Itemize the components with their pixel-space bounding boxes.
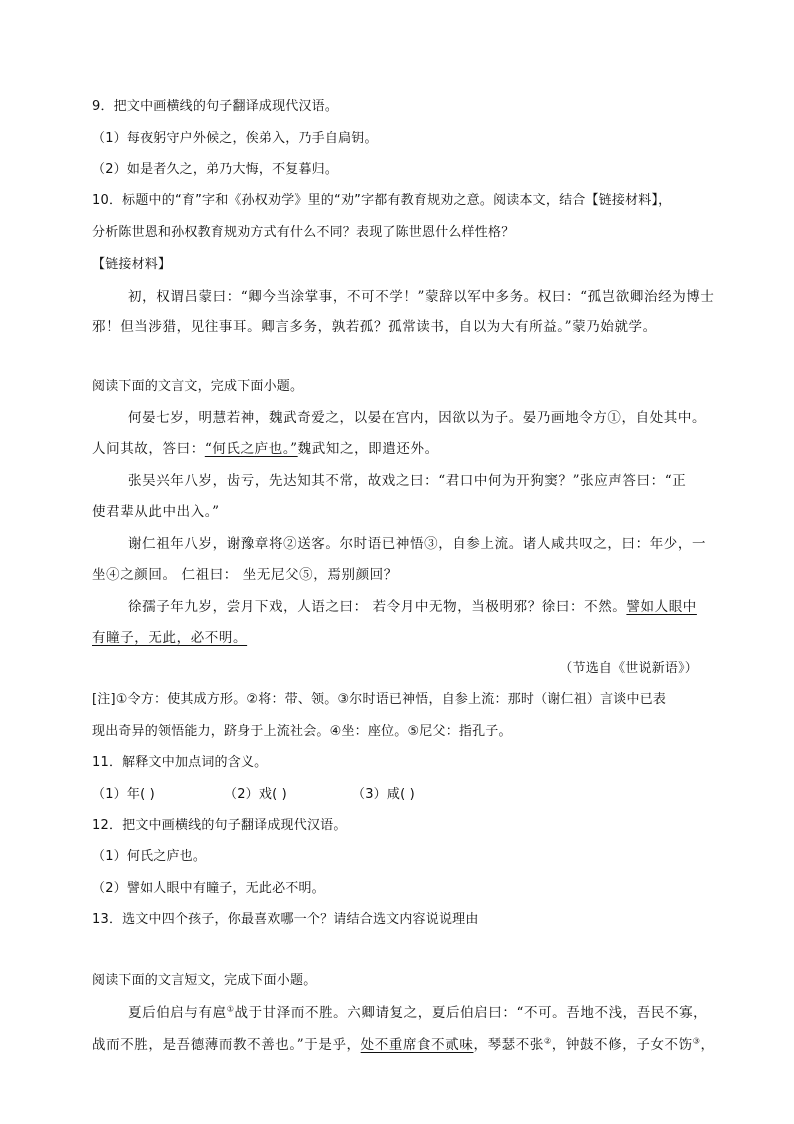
- passage3-line-2: [92, 1036, 715, 1054]
- passage2-intro: 阅读下面的文言文，完成下面小题。: [92, 379, 304, 394]
- q13-stem: 13．选文中四个孩子，你最喜欢哪一个？请结合选文内容说说理由: [92, 912, 479, 927]
- material-line-2: 邪！但当涉猎，见往事耳。卿言多务，孰若孤？孤常读书，自以为大有所益。”蒙乃始就学。: [92, 319, 657, 335]
- p3-line-2-part-b: ，琴瑟不张: [473, 1037, 544, 1053]
- q12-stem: 12．把文中画横线的句子翻译成现代汉语。: [92, 818, 347, 833]
- p1-line-2-prefix: 人问其故，答曰：: [92, 441, 205, 457]
- q11-item-2: （2）戏( ): [224, 787, 287, 802]
- passage2-p4-line-2: [92, 629, 247, 647]
- p3-line-2-part-c: ，钟鼓不修，子女不饬: [551, 1037, 693, 1053]
- q9-sentence-2: （2）如是者久之，弟乃大悔，不复暮归。: [92, 162, 339, 177]
- underlined-sentence-pi-ru-2: 有瞳子，无此，必不明。: [92, 630, 248, 646]
- footnote-marker-3: ③: [692, 1036, 701, 1046]
- passage2-p2-line-1: 张吴兴年八岁，齿亏，先达知其不常，故戏之曰：“君口中何为开狗窦？”张应声答曰：“正: [128, 473, 687, 489]
- underlined-sentence-pi-ru-1: 譬如人眼中: [626, 599, 697, 615]
- p4-line-1-prefix: 徐孺子年九岁，尝月下戏，人语之曰： 若令月中无物，当极明邪？徐曰：不然。: [128, 599, 627, 615]
- passage2-p4-line-1: [128, 598, 697, 616]
- passage3-intro: 阅读下面的文言短文，完成下面小题。: [92, 973, 317, 988]
- q10-stem-line-2: 分析陈世恩和孙权教育规劝方式有什么不同？表现了陈世恩什么样性格？: [92, 225, 515, 240]
- q12-sentence-1: （1）何氏之庐也。: [92, 849, 207, 864]
- q11-stem: 11．解释文中加点词的含义。: [92, 755, 268, 770]
- passage2-p3-line-2: 坐④之颜回。 仁祖曰： 坐无尼父⑤，焉别颜回？: [92, 567, 398, 583]
- material-label: 【链接材料】: [92, 257, 172, 272]
- q11-item-3: （3）咸( ): [352, 787, 415, 802]
- p3-line-1-part-a: 夏后伯启与有扈: [128, 1005, 227, 1021]
- footnote-marker-1: ①: [226, 1004, 235, 1014]
- q11-item-1: （1）年( ): [92, 787, 155, 802]
- passage2-p2-line-2: 使君辈从此中出入。”: [92, 504, 220, 520]
- q9-stem: 9．把文中画横线的句子翻译成现代汉语。: [92, 99, 339, 114]
- passage3-line-1: [128, 1004, 707, 1022]
- p3-line-2-part-d: ，: [700, 1037, 715, 1053]
- passage2-source: （节选自《世说新语》）: [559, 661, 698, 676]
- passage2-p1-line-2: [92, 440, 439, 458]
- p1-line-2-suffix: 魏武知之，即遣还外。: [297, 441, 439, 457]
- underlined-sentence-heshi: “何氏之庐也。”: [204, 441, 298, 457]
- material-line-1: 初，权谓吕蒙曰：“卿今当涂掌事，不可不学！”蒙辞以军中多务。权曰：“孤岂欲卿治经为博士: [128, 289, 715, 305]
- q12-sentence-2: （2）譬如人眼中有瞳子，无此必不明。: [92, 881, 325, 896]
- p3-line-1-part-b: 战于甘泽而不胜。六卿请复之，夏后伯启曰：“不可。吾地不浅，吾民不寡，: [234, 1005, 708, 1021]
- underlined-sentence-chu-bu-zhong-xi: 处不重席食不贰味: [360, 1037, 474, 1053]
- passage2-p3-line-1: 谢仁祖年八岁，谢豫章将②送客。尔时语已神悟③，自参上流。诸人咸共叹之，曰：年少，一: [128, 536, 707, 552]
- q9-sentence-1: （1）每夜躬守户外候之，俟弟入，乃手自扃钥。: [92, 131, 378, 146]
- p3-line-2-part-a: 战而不胜，是吾德薄而教不善也。”于是乎，: [92, 1037, 361, 1053]
- passage2-p1-line-1: 何晏七岁，明慧若神，魏武奇爱之，以晏在宫内，因欲以为子。晏乃画地令方①，自处其中。: [128, 410, 707, 426]
- q10-stem-line-1: 10．标题中的“育”字和《孙权劝学》里的“劝”字都有教育规劝之意。阅读本文，结合【链接材料】，: [92, 193, 672, 208]
- passage2-note-line-1: [注]①令方：使其成方形。②将：带、领。③尔时语已神悟，自参上流：那时（谢仁祖）言谈中已表: [92, 692, 667, 707]
- passage2-note-line-2: 现出奇异的领悟能力，跻身于上流社会。④坐：座位。⑤尼父：指孔子。: [92, 724, 512, 739]
- footnote-marker-2: ②: [543, 1036, 552, 1046]
